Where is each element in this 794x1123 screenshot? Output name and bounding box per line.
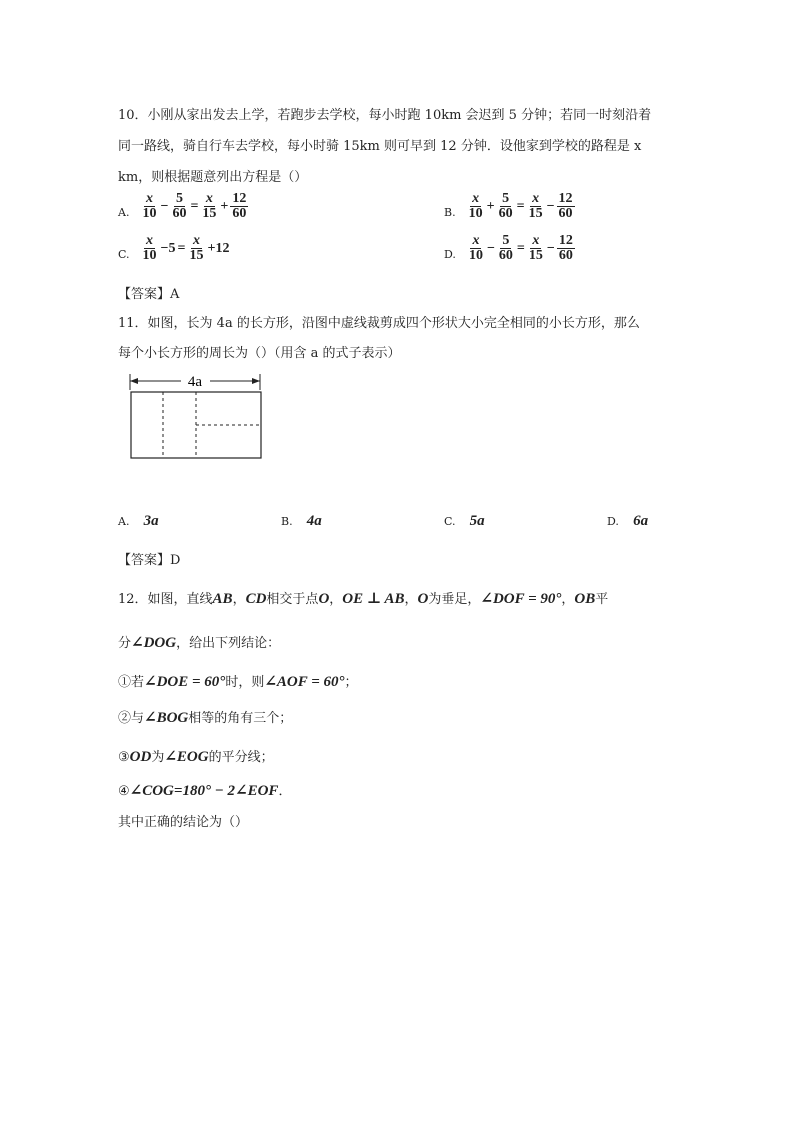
q11-option-b: B. 4a [281, 513, 322, 529]
q10-line-2: 同一路线，骑自行车去学校，每小时骑 15km 则可早到 12 分钟．设他家到学校的路程是 x [118, 139, 642, 154]
option-label: C. [118, 248, 130, 261]
q11-option-c: C. 5a [444, 513, 485, 529]
arrow-right-icon [252, 378, 260, 384]
q11-option-d: D. 6a [607, 513, 649, 529]
q10-option-d: D. $\frac{x}{10}$ − $\frac{5}{60}$ = $\frac{x}{15}$ − $\frac{12}{60}$ [444, 233, 573, 263]
q10-option-c: C. $\frac{x}{10}$ −5 = $\frac{x}{15}$ +12 [118, 233, 230, 263]
q12-line-1: 12．如图，直线AB，CD相交于点O，OE ⊥ AB，O为垂足，∠DOF = 90°，OB平 [118, 591, 609, 607]
q11-option-a: A. 3a [118, 513, 159, 529]
q10-line-3: km，则根据题意列出方程是（） [118, 170, 308, 185]
q12-conclusion-4: ④∠COG=180° − 2∠EOF． [118, 783, 292, 799]
q11-line-1: 11．如图，长为 4a 的长方形，沿图中虚线裁剪成四个形状大小完全相同的小长方形，那么 [118, 316, 640, 331]
q10-answer: 【答案】A [118, 287, 180, 302]
q12-conclusion-3: ③OD为∠EOG的平分线； [118, 749, 274, 765]
figure-length-label: 4a [187, 374, 203, 390]
q12-last-line: 其中正确的结论为（） [118, 815, 249, 830]
q12-conclusion-1: ①若∠DOE = 60°时，则∠AOF = 60°； [118, 674, 358, 690]
arrow-left-icon [130, 378, 138, 384]
q10-line-1: 10．小刚从家出发去上学，若跑步去学校，每小时跑 10km 会迟到 5 分钟；若同一时刻沿着 [118, 108, 652, 123]
q11-line-2: 每个小长方形的周长为（）（用含 a 的式子表示） [118, 346, 401, 361]
option-label: A. [118, 206, 130, 219]
option-label: B. [444, 206, 456, 219]
option-label: D. [444, 248, 456, 261]
q10-option-b: B. $\frac{x}{10}$ + $\frac{5}{60}$ = $\frac{x}{15}$ − $\frac{12}{60}$ [444, 191, 573, 221]
q12-line-2: 分∠DOG，给出下列结论： [118, 635, 281, 651]
q11-rectangle-figure [126, 370, 268, 464]
q10-option-a: A. $\frac{x}{10}$ − $\frac{5}{60}$ = $\frac{x}{15}$ + $\frac{12}{60}$ [118, 191, 247, 221]
q12-conclusion-2: ②与∠BOG相等的角有三个； [118, 710, 293, 726]
q11-answer: 【答案】D [118, 553, 181, 568]
